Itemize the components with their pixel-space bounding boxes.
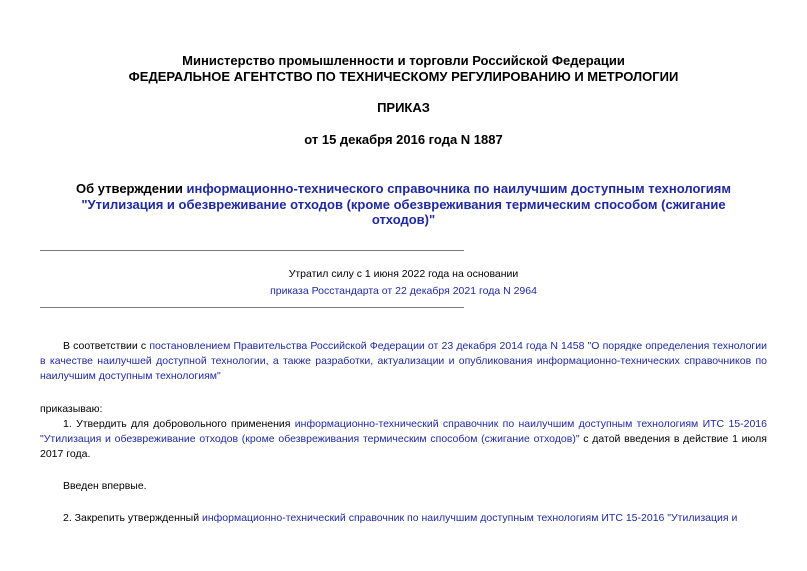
ministry-heading: Министерство промышленности и торговли Российской Федерации (182, 53, 625, 68)
document-title-line3 (0, 212, 807, 228)
document-title (0, 181, 807, 197)
item-1-paragraph (40, 417, 767, 462)
its-15-2016-link[interactable]: информационно-технический справочник по наилучшим доступным технологиям ИТС 15-2016 "Утилизация и обезвреживание отходов (кроме обезвреживания термическим способом (сжигание отходов)" (40, 418, 767, 445)
introduced-note: Введен впервые. (63, 480, 147, 492)
title-link-end[interactable]: отходов)" (371, 212, 436, 227)
repeal-order-link[interactable]: приказа Росстандарта от 22 декабря 2021 года N 2964 (270, 285, 537, 297)
divider-bottom (40, 307, 464, 308)
agency-heading: ФЕДЕРАЛЬНОЕ АГЕНТСТВО ПО ТЕХНИЧЕСКОМУ РЕГУЛИРОВАНИЮ И МЕТРОЛОГИИ (128, 69, 679, 84)
document-type: ПРИКАЗ (377, 100, 430, 115)
document-title-line2 (0, 197, 807, 213)
document-date-number: от 15 декабря 2016 года N 1887 (304, 132, 503, 147)
title-prefix: Об утверждении (75, 181, 187, 196)
item-1-suffix: с датой введения в действие 1 июля 2017 года. (40, 433, 767, 460)
preamble-prefix: В соответствии с (63, 340, 150, 352)
title-link[interactable]: информационно-технического справочника по наилучшим доступным технологиям (186, 181, 732, 196)
status-note-line: Утратил силу с 1 июня 2022 года на основании (288, 268, 519, 280)
item-1-prefix: 1. Утвердить для добровольного применения (63, 418, 295, 430)
government-decree-link[interactable]: постановлением Правительства Российской Федерации от 23 декабря 2014 года N 1458 "О порядке определения технологии в качестве наилучшей доступной технологии, а также разработки, актуализации и опубликования информационно-технических справочников по наилучшим доступным технологиям" (40, 340, 767, 382)
divider-top (40, 250, 464, 251)
decree-word: приказываю: (40, 403, 103, 415)
status-note-link-line (0, 284, 807, 298)
its-15-2016-link-item2[interactable]: информационно-технический справочник по наилучшим доступным технологиям ИТС 15-2016 "Утилизация и (202, 512, 738, 524)
title-link-continued[interactable]: "Утилизация и обезвреживание отходов (кроме обезвреживания термическим способом (сжигание (81, 197, 726, 212)
item-2-prefix: 2. Закрепить утвержденный (63, 512, 202, 524)
item-2-paragraph (40, 511, 767, 526)
preamble-paragraph (40, 339, 767, 384)
